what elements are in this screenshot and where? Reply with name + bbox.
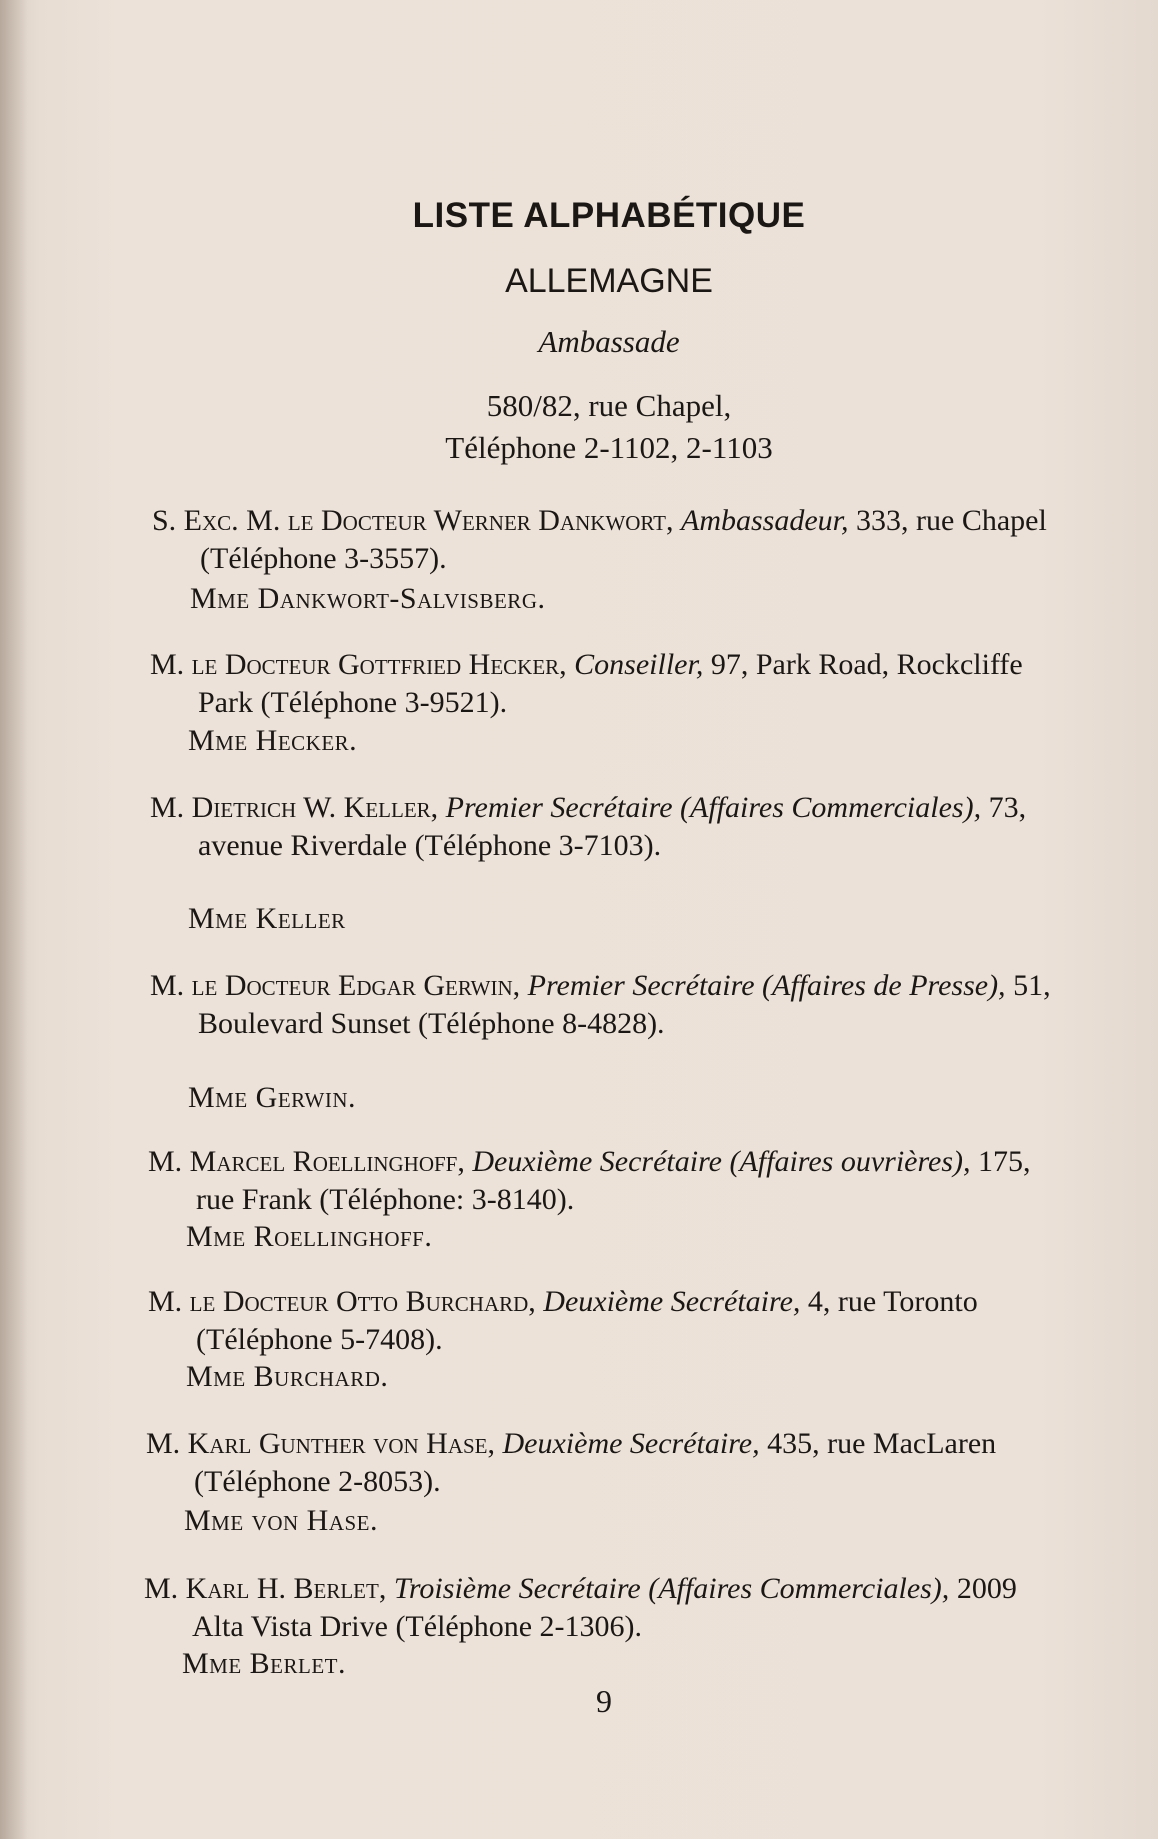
spouse-name: Mme Dankwort-Salvisberg. bbox=[190, 582, 546, 615]
person-name: M. le Docteur Gottfried Hecker, bbox=[150, 648, 567, 681]
embassy-address bbox=[30, 385, 1158, 469]
person-title: Premier Secrétaire (Affaires de Presse), bbox=[527, 969, 1006, 1002]
person-details: 333, rue Chapel (Téléphone 3-3557). bbox=[200, 504, 1047, 575]
person-title: Troisième Secrétaire (Affaires Commerciales), bbox=[393, 1572, 950, 1605]
person-name: M. Dietrich W. Keller, bbox=[150, 791, 439, 824]
spouse-name: Mme Gerwin. bbox=[188, 1081, 356, 1114]
list-item bbox=[152, 502, 1072, 578]
person-title: Conseiller, bbox=[574, 648, 704, 681]
spouse-name: Mme Burchard. bbox=[186, 1360, 389, 1393]
person-name: M. le Docteur Edgar Gerwin, bbox=[150, 969, 521, 1002]
person-title: Deuxième Secrétaire (Affaires ouvrières), bbox=[472, 1145, 971, 1178]
person-details: 97, Park Road, Rockcliffe Park (Téléphone 3-9521). bbox=[198, 648, 1023, 719]
person-title: Deuxième Secrétaire, bbox=[543, 1285, 801, 1318]
person-name: M. le Docteur Otto Burchard, bbox=[148, 1285, 536, 1318]
list-item bbox=[150, 646, 1072, 722]
person-details: 2009 Alta Vista Drive (Téléphone 2-1306). bbox=[192, 1572, 1017, 1643]
spouse-name: Mme Berlet. bbox=[182, 1647, 347, 1680]
page-title: LISTE ALPHABÉTIQUE bbox=[412, 196, 806, 235]
person-details: 175, rue Frank (Téléphone: 3-8140). bbox=[196, 1145, 1031, 1216]
address-line-2: Téléphone 2-1102, 2-1103 bbox=[445, 430, 773, 465]
spouse-name: Mme Hecker. bbox=[188, 724, 358, 757]
country-heading: ALLEMAGNE bbox=[505, 262, 713, 300]
list-item bbox=[148, 1283, 1072, 1359]
list-item bbox=[146, 1425, 1072, 1501]
page-number: 9 bbox=[596, 1683, 612, 1719]
section-subtitle: Ambassade bbox=[538, 324, 680, 359]
person-details: 4, rue Toronto (Téléphone 5-7408). bbox=[196, 1285, 978, 1356]
list-item bbox=[150, 789, 1072, 865]
spouse-name: Mme Roellinghoff. bbox=[186, 1220, 433, 1253]
list-item bbox=[150, 967, 1072, 1043]
person-name: M. Marcel Roellinghoff, bbox=[148, 1145, 465, 1178]
address-line-1: 580/82, rue Chapel, bbox=[486, 388, 732, 423]
spouse-name: Mme Keller bbox=[188, 902, 346, 935]
person-details: 435, rue MacLaren (Téléphone 2-8053). bbox=[194, 1427, 997, 1498]
person-details: 51, Boulevard Sunset (Téléphone 8-4828). bbox=[198, 969, 1051, 1040]
person-title: Ambassadeur, bbox=[681, 504, 849, 537]
person-name: M. Karl Gunther von Hase, bbox=[146, 1427, 495, 1460]
spouse-name: Mme von Hase. bbox=[184, 1504, 379, 1537]
person-name: S. Exc. M. le Docteur Werner Dankwort, bbox=[152, 504, 674, 537]
person-title: Deuxième Secrétaire, bbox=[502, 1427, 760, 1460]
list-item bbox=[148, 1143, 1072, 1219]
list-item bbox=[144, 1570, 1072, 1646]
person-name: M. Karl H. Berlet, bbox=[144, 1572, 387, 1605]
person-title: Premier Secrétaire (Affaires Commerciales), bbox=[445, 791, 982, 824]
person-details: 73, avenue Riverdale (Téléphone 3-7103). bbox=[198, 791, 1027, 862]
spine-shadow bbox=[0, 0, 28, 1839]
